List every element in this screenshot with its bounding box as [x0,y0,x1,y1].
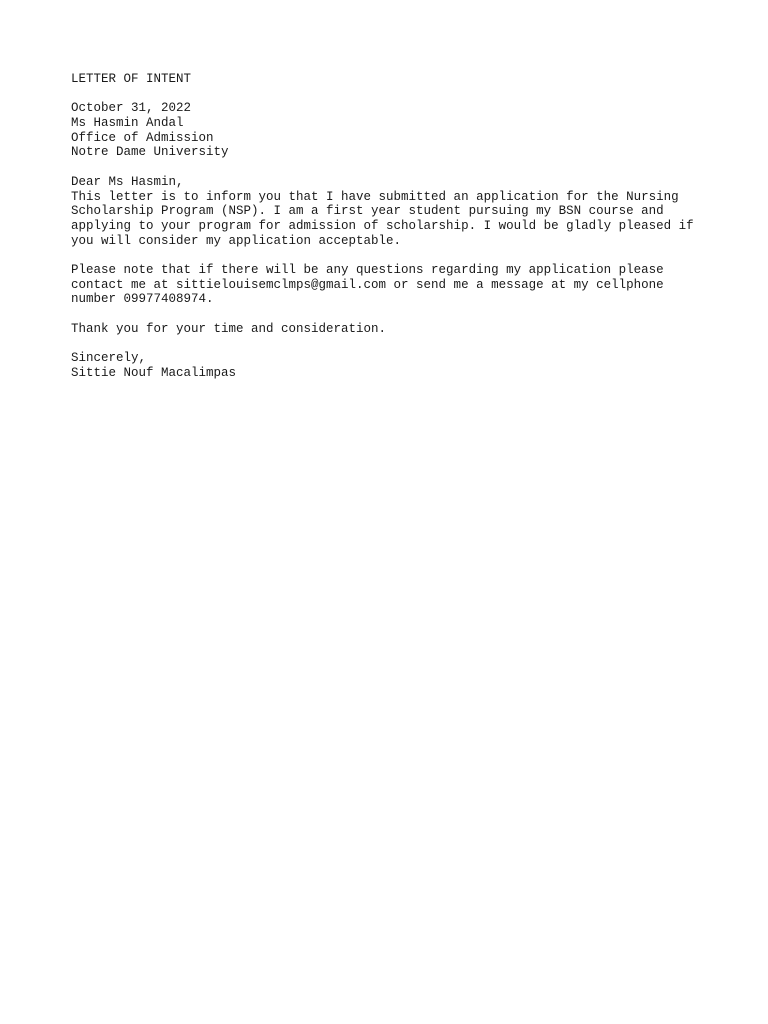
recipient-institution: Notre Dame University [71,145,229,160]
recipient-name: Ms Hasmin Andal [71,116,184,131]
letter-title: LETTER OF INTENT [71,72,192,86]
salutation: Dear Ms Hasmin, [71,174,184,189]
thanks-block [71,322,721,337]
body-paragraph-1 [71,175,721,248]
letter-date: October 31, 2022 [71,101,192,116]
recipient-office: Office of Admission [71,130,214,145]
recipient-header [71,101,721,160]
letter-page [71,72,721,395]
letter-title-block [71,72,721,87]
paragraph-line: This letter is to inform you that I have submitted an application for the Nursing [71,189,679,204]
signature-block [71,351,721,380]
closing: Sincerely, [71,351,147,366]
paragraph-line: contact me at sittielouisemclmps@gmail.com or send me a message at my cellphone [71,277,664,292]
signature-name: Sittie Nouf Macalimpas [71,365,237,380]
thanks-line: Thank you for your time and consideration. [71,321,387,336]
paragraph-line: you will consider my application acceptable. [71,233,402,248]
body-paragraph-2 [71,263,721,307]
paragraph-line: applying to your program for admission of scholarship. I would be gladly pleased if [71,218,694,233]
paragraph-line: number 09977408974. [71,292,214,307]
paragraph-line: Scholarship Program (NSP). I am a first year student pursuing my BSN course and [71,204,664,219]
paragraph-line: Please note that if there will be any questions regarding my application please [71,262,664,277]
